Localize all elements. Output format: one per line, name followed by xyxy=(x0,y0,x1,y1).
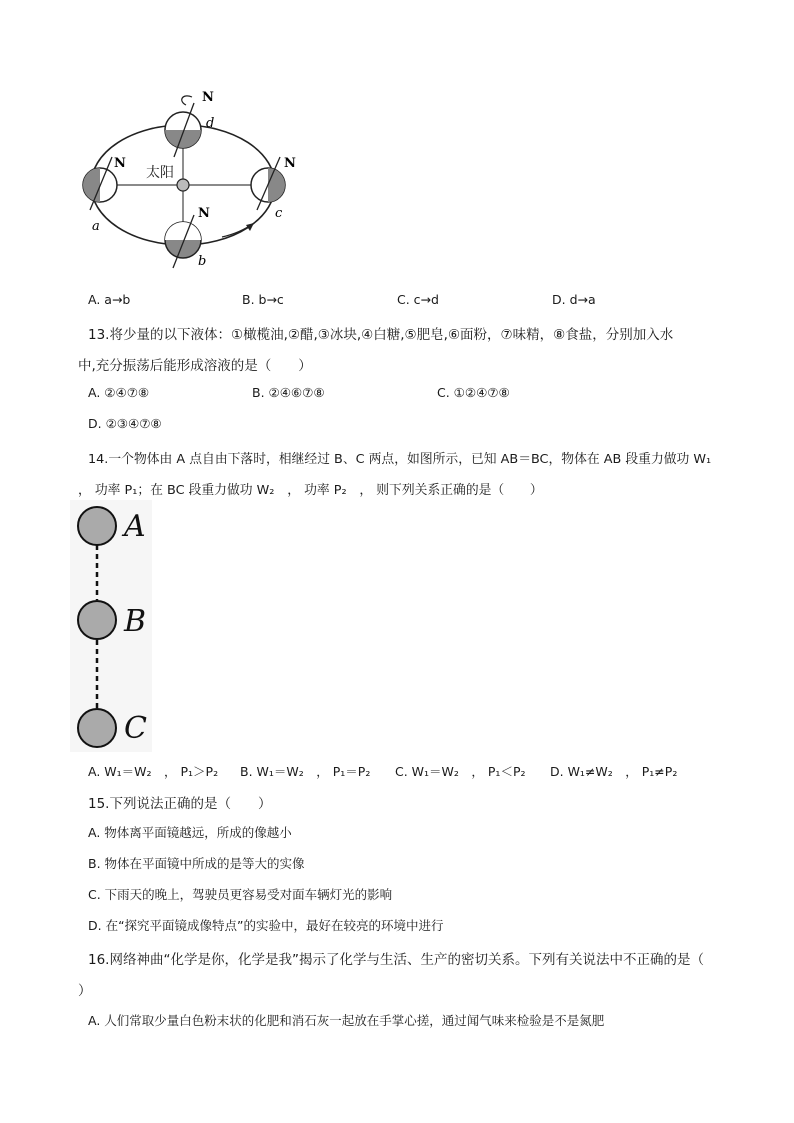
north-label-a: N xyxy=(114,156,126,171)
q14-option-c[interactable]: C. W₁＝W₂ ， P₁＜P₂ xyxy=(395,764,526,779)
q16-option-a[interactable]: A. 人们常取少量白色粉末状的化肥和消石灰一起放在手掌心搓，通过闻气味来检验是不是氮肥 xyxy=(88,1013,605,1028)
ball-b xyxy=(78,601,116,639)
q15-stem: 15.下列说法正确的是（ ） xyxy=(88,796,272,812)
q13-stem-line1: 13.将少量的以下液体：①橄榄油,②醋,③冰块,④白糖,⑤肥皂,⑥面粉，⑦味精，⑧食盐，分别加入水 xyxy=(88,327,674,343)
earth-orbit-diagram xyxy=(70,85,320,275)
falling-object-diagram xyxy=(70,500,160,755)
earth-position-c xyxy=(251,156,296,221)
q13-option-d[interactable]: D. ②③④⑦⑧ xyxy=(88,416,162,431)
position-label-c: c xyxy=(275,206,283,221)
q12-option-c[interactable]: C. c→d xyxy=(397,292,439,307)
earth-position-d xyxy=(165,90,214,157)
q12-option-d[interactable]: D. d→a xyxy=(552,292,596,307)
q14-stem-line2: ， 功率 P₁；在 BC 段重力做功 W₂ ， 功率 P₂ ， 则下列关系正确的是（ ） xyxy=(78,483,543,498)
q14-option-b[interactable]: B. W₁＝W₂ ， P₁＝P₂ xyxy=(240,764,371,779)
north-label-b: N xyxy=(198,206,210,221)
q15-option-b[interactable]: B. 物体在平面镜中所成的是等大的实像 xyxy=(88,856,305,871)
q16-stem-line2: ） xyxy=(78,983,92,999)
q12-option-b[interactable]: B. b→c xyxy=(242,292,284,307)
earth-position-b xyxy=(165,206,210,269)
position-label-d: d xyxy=(206,116,215,131)
q15-option-c[interactable]: C. 下雨天的晚上，驾驶员更容易受对面车辆灯光的影响 xyxy=(88,887,393,902)
position-label-b: b xyxy=(198,254,207,269)
ball-c xyxy=(78,709,116,747)
q13-stem-line2: 中,充分振荡后能形成溶液的是（ ） xyxy=(78,358,312,374)
sun-label: 太阳 xyxy=(146,165,174,181)
q14-option-a[interactable]: A. W₁＝W₂ ， P₁＞P₂ xyxy=(88,764,219,779)
q14-stem-line1: 14.一个物体由 A 点自由下落时，相继经过 B、C 两点，如图所示，已知 AB＝BC，物体在 AB 段重力做功 W₁ xyxy=(88,452,712,467)
point-label-b: B xyxy=(124,604,147,639)
north-label-c: N xyxy=(284,156,296,171)
q14-option-d[interactable]: D. W₁≠W₂ ， P₁≠P₂ xyxy=(550,764,678,779)
q12-option-a[interactable]: A. a→b xyxy=(88,292,131,307)
q13-option-a[interactable]: A. ②④⑦⑧ xyxy=(88,385,150,400)
ball-a xyxy=(78,507,116,545)
position-label-a: a xyxy=(92,219,100,234)
point-label-a: A xyxy=(124,509,146,544)
q16-stem-line1: 16.网络神曲“化学是你，化学是我”揭示了化学与生活、生产的密切关系。下列有关说法中不正确的是（ xyxy=(88,952,704,968)
q13-option-b[interactable]: B. ②④⑥⑦⑧ xyxy=(252,385,325,400)
q15-option-a[interactable]: A. 物体离平面镜越远，所成的像越小 xyxy=(88,825,292,840)
earth-position-a xyxy=(83,156,126,234)
q13-option-c[interactable]: C. ①②④⑦⑧ xyxy=(437,385,510,400)
q15-option-d[interactable]: D. 在“探究平面镜成像特点”的实验中，最好在较亮的环境中进行 xyxy=(88,918,444,933)
point-label-c: C xyxy=(124,711,147,746)
north-label-d: N xyxy=(202,90,214,105)
